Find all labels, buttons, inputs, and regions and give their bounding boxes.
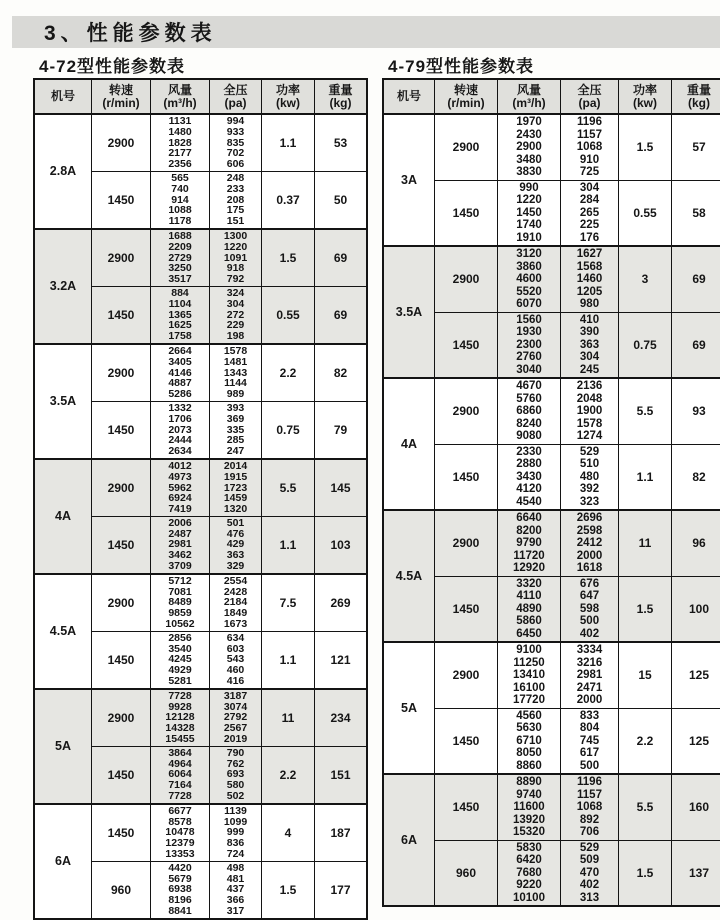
rpm-cell: 960 [435,840,498,906]
column-header: 风量 (m³/h) [498,79,561,114]
power-cell: 3 [619,246,672,312]
header-row [34,79,367,114]
table-row [34,459,367,516]
weight-cell: 125 [672,708,720,774]
rpm-cell: 2900 [435,378,498,444]
pressure-cell: 410 390 363 304 245 [561,312,619,378]
pressure-cell: 1300 1220 1091 918 792 [210,229,262,286]
pressure-cell: 529 510 480 392 323 [561,444,619,510]
weight-cell: 96 [672,510,720,576]
rpm-cell: 1450 [435,444,498,510]
pressure-cell: 248 233 208 175 151 [210,171,262,228]
weight-cell: 121 [315,631,368,688]
weight-cell: 103 [315,516,368,573]
rpm-cell: 1450 [92,401,151,458]
weight-cell: 160 [672,774,720,840]
pressure-cell: 833 804 745 617 500 [561,708,619,774]
model-cell: 4.5A [383,510,435,642]
rpm-cell: 2900 [92,229,151,286]
table-row [34,229,367,286]
rpm-cell: 1450 [92,516,151,573]
weight-cell: 50 [315,171,368,228]
airflow-cell: 1688 2209 2729 3250 3517 [151,229,210,286]
airflow-cell: 2664 3405 4146 4887 5286 [151,344,210,401]
power-cell: 1.1 [619,444,672,510]
pressure-cell: 2136 2048 1900 1578 1274 [561,378,619,444]
airflow-cell: 1970 2430 2900 3480 3830 [498,114,561,180]
tables-row [0,48,720,920]
weight-cell: 53 [315,114,368,171]
pressure-cell: 498 481 437 366 317 [210,861,262,918]
rpm-cell: 1450 [435,576,498,642]
column-header: 全压 (pa) [210,79,262,114]
table-row [383,378,720,444]
power-cell: 4 [262,804,315,861]
power-cell: 0.55 [262,286,315,343]
weight-cell: 82 [315,344,368,401]
column-header: 功率 (kw) [262,79,315,114]
rpm-cell: 2900 [92,344,151,401]
column-header: 机号 [383,79,435,114]
power-cell: 5.5 [619,774,672,840]
rpm-cell: 1450 [92,286,151,343]
model-cell: 4A [34,459,92,574]
power-cell: 15 [619,642,672,708]
weight-cell: 187 [315,804,368,861]
model-cell: 4.5A [34,574,92,689]
airflow-cell: 990 1220 1450 1740 1910 [498,180,561,246]
table-row [383,840,720,906]
header-row [383,79,720,114]
power-cell: 7.5 [262,574,315,631]
pressure-cell: 2014 1915 1723 1459 1320 [210,459,262,516]
rpm-cell: 2900 [435,246,498,312]
table-row [34,114,367,171]
pressure-cell: 676 647 598 500 402 [561,576,619,642]
table-row [34,689,367,746]
weight-cell: 82 [672,444,720,510]
document-page [0,16,720,910]
table-row [383,114,720,180]
weight-cell: 69 [315,229,368,286]
power-cell: 1.5 [619,840,672,906]
weight-cell: 69 [672,246,720,312]
weight-cell: 100 [672,576,720,642]
airflow-cell: 3320 4110 4890 5860 6450 [498,576,561,642]
column-header: 功率 (kw) [619,79,672,114]
performance-table-4-79 [382,78,720,907]
airflow-cell: 6640 8200 9790 11720 12920 [498,510,561,576]
weight-cell: 125 [672,642,720,708]
power-cell: 1.1 [262,516,315,573]
column-header: 全压 (pa) [561,79,619,114]
table-section-4-72 [33,50,368,920]
airflow-cell: 4670 5760 6860 8240 9080 [498,378,561,444]
rpm-cell: 960 [92,861,151,918]
rpm-cell: 2900 [92,114,151,171]
table-row [34,344,367,401]
pressure-cell: 1578 1481 1343 1144 989 [210,344,262,401]
table-row [383,444,720,510]
model-cell: 3.2A [34,229,92,344]
pressure-cell: 529 509 470 402 313 [561,840,619,906]
weight-cell: 69 [315,286,368,343]
rpm-cell: 1450 [92,171,151,228]
table-row [383,774,720,840]
airflow-cell: 1131 1480 1828 2177 2356 [151,114,210,171]
airflow-cell: 4012 4973 5962 6924 7419 [151,459,210,516]
column-header: 机号 [34,79,92,114]
pressure-cell: 3187 3074 2792 2567 2019 [210,689,262,746]
power-cell: 2.2 [262,344,315,401]
table-row [383,708,720,774]
table-section-4-79 [382,50,720,907]
table-row [34,574,367,631]
model-cell: 3A [383,114,435,246]
airflow-cell: 9100 11250 13410 16100 17720 [498,642,561,708]
weight-cell: 234 [315,689,368,746]
table-row [34,804,367,861]
pressure-cell: 1139 1099 999 836 724 [210,804,262,861]
airflow-cell: 4560 5630 6710 8050 8860 [498,708,561,774]
table-subtitle-4-79: 4-79型性能参数表 [388,52,720,77]
table-row [383,312,720,378]
weight-cell: 151 [315,746,368,803]
table-row [383,180,720,246]
table-row [383,576,720,642]
pressure-cell: 1196 1157 1068 892 706 [561,774,619,840]
weight-cell: 145 [315,459,368,516]
power-cell: 11 [262,689,315,746]
pressure-cell: 790 762 693 580 502 [210,746,262,803]
power-cell: 0.75 [619,312,672,378]
rpm-cell: 2900 [435,642,498,708]
model-cell: 6A [34,804,92,919]
model-cell: 6A [383,774,435,906]
table-row [383,510,720,576]
airflow-cell: 6677 8578 10478 12379 13353 [151,804,210,861]
airflow-cell: 1560 1930 2300 2760 3040 [498,312,561,378]
rpm-cell: 1450 [92,746,151,803]
model-cell: 5A [383,642,435,774]
pressure-cell: 324 304 272 229 198 [210,286,262,343]
pressure-cell: 2554 2428 2184 1849 1673 [210,574,262,631]
rpm-cell: 1450 [92,804,151,861]
column-header: 重量 (kg) [315,79,368,114]
pressure-cell: 501 476 429 363 329 [210,516,262,573]
rpm-cell: 1450 [435,180,498,246]
table-subtitle-4-72: 4-72型性能参数表 [39,52,368,77]
airflow-cell: 8890 9740 11600 13920 15320 [498,774,561,840]
airflow-cell: 4420 5679 6938 8196 8841 [151,861,210,918]
power-cell: 0.55 [619,180,672,246]
power-cell: 0.75 [262,401,315,458]
table-row [383,246,720,312]
weight-cell: 79 [315,401,368,458]
rpm-cell: 2900 [92,459,151,516]
airflow-cell: 2856 3540 4245 4929 5281 [151,631,210,688]
power-cell: 1.5 [262,861,315,918]
power-cell: 1.5 [619,114,672,180]
pressure-cell: 393 369 335 285 247 [210,401,262,458]
airflow-cell: 565 740 914 1088 1178 [151,171,210,228]
power-cell: 2.2 [262,746,315,803]
weight-cell: 93 [672,378,720,444]
column-header: 转速 (r/min) [92,79,151,114]
airflow-cell: 2006 2487 2981 3462 3709 [151,516,210,573]
section-title: 3、性能参数表 [12,17,217,47]
airflow-cell: 3120 3860 4600 5520 6070 [498,246,561,312]
rpm-cell: 1450 [435,708,498,774]
model-cell: 2.8A [34,114,92,229]
column-header: 风量 (m³/h) [151,79,210,114]
rpm-cell: 2900 [435,114,498,180]
power-cell: 2.2 [619,708,672,774]
airflow-cell: 5830 6420 7680 9220 10100 [498,840,561,906]
airflow-cell: 2330 2880 3430 4120 4540 [498,444,561,510]
column-header: 转速 (r/min) [435,79,498,114]
airflow-cell: 7728 9928 12128 14328 15455 [151,689,210,746]
pressure-cell: 304 284 265 225 176 [561,180,619,246]
power-cell: 1.1 [262,114,315,171]
rpm-cell: 1450 [92,631,151,688]
weight-cell: 269 [315,574,368,631]
weight-cell: 177 [315,861,368,918]
power-cell: 1.5 [262,229,315,286]
model-cell: 3.5A [34,344,92,459]
model-cell: 4A [383,378,435,510]
airflow-cell: 1332 1706 2073 2444 2634 [151,401,210,458]
rpm-cell: 2900 [92,689,151,746]
weight-cell: 57 [672,114,720,180]
weight-cell: 137 [672,840,720,906]
airflow-cell: 3864 4964 6064 7164 7728 [151,746,210,803]
pressure-cell: 2696 2598 2412 2000 1618 [561,510,619,576]
pressure-cell: 994 933 835 702 606 [210,114,262,171]
pressure-cell: 3334 3216 2981 2471 2000 [561,642,619,708]
table-row [383,642,720,708]
rpm-cell: 1450 [435,774,498,840]
rpm-cell: 1450 [435,312,498,378]
pressure-cell: 634 603 543 460 416 [210,631,262,688]
power-cell: 11 [619,510,672,576]
power-cell: 1.1 [262,631,315,688]
model-cell: 3.5A [383,246,435,378]
power-cell: 5.5 [262,459,315,516]
weight-cell: 69 [672,312,720,378]
power-cell: 5.5 [619,378,672,444]
performance-table-4-72 [33,78,368,920]
weight-cell: 58 [672,180,720,246]
rpm-cell: 2900 [435,510,498,576]
power-cell: 0.37 [262,171,315,228]
power-cell: 1.5 [619,576,672,642]
section-title-band [12,16,720,48]
rpm-cell: 2900 [92,574,151,631]
airflow-cell: 5712 7081 8489 9859 10562 [151,574,210,631]
pressure-cell: 1196 1157 1068 910 725 [561,114,619,180]
column-header: 重量 (kg) [672,79,720,114]
pressure-cell: 1627 1568 1460 1205 980 [561,246,619,312]
model-cell: 5A [34,689,92,804]
airflow-cell: 884 1104 1365 1625 1758 [151,286,210,343]
